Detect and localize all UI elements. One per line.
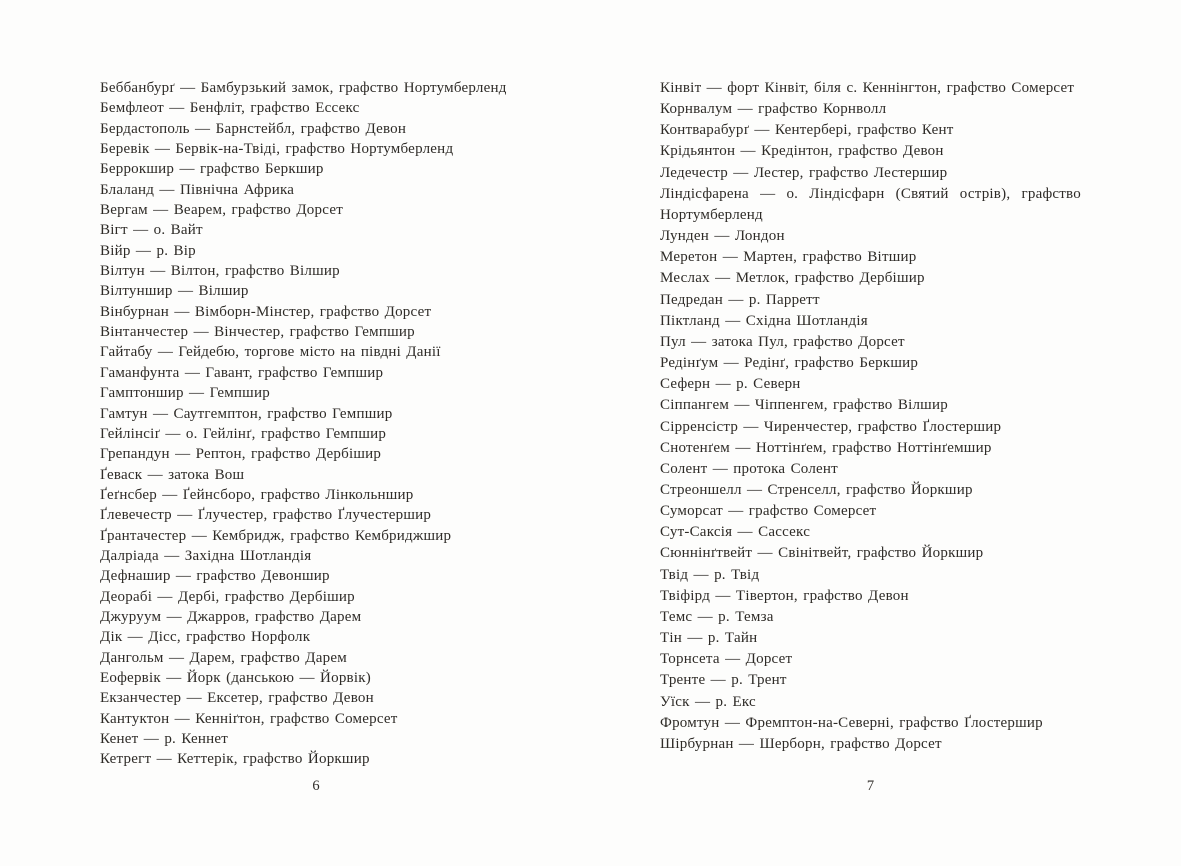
glossary-entry: Сеферн — р. Северн (660, 376, 801, 393)
glossary-entry: Корнвалум — графство Корнволл (660, 101, 887, 118)
glossary-entry: Гаманфунта — Гавант, графство Гемпшир (100, 364, 384, 381)
glossary-entry: Дік — Дісс, графство Норфолк (100, 629, 311, 646)
glossary-entry: Далріада — Західна Шотландія (100, 547, 312, 564)
glossary-entry: Беббанбурґ — Бамбурзький замок, графство Нортумберленд (100, 80, 507, 96)
glossary-entry: Солент — протока Солент (660, 460, 838, 477)
glossary-entry: Крідьянтон — Кредінтон, графство Девон (660, 143, 944, 160)
glossary-entry: Фромтун — Фремптон-на-Северні, графство Ґлостершир (660, 714, 1043, 731)
glossary-entry: Шірбурнан — Шерборн, графство Дорсет (660, 735, 942, 752)
glossary-entry: Вінтанчестер — Вінчестер, графство Гемпшир (100, 324, 415, 341)
glossary-entry: Грепандун — Рептон, графство Дербішир (100, 446, 382, 463)
glossary-entry: Тренте — р. Трент (660, 672, 787, 689)
glossary-entry: Екзанчестер — Ексетер, графство Девон (100, 690, 374, 707)
page-number: 6 (312, 778, 320, 794)
glossary-entry: Кінвіт — форт Кінвіт, біля с. Кеннінгтон, графство Сомерсет (660, 80, 1075, 96)
glossary-entry: Беррокшир — графство Беркшир (100, 161, 324, 178)
glossary-entry: Ґлевечестр — Ґлучестер, графство Ґлучестершир (100, 507, 432, 524)
glossary-entry: Кетрегт — Кеттерік, графство Йоркшир (100, 751, 370, 768)
glossary-entry: Сут-Саксія — Сассекс (660, 524, 811, 541)
glossary-entry: Еофервік — Йорк (данською — Йорвік) (100, 669, 371, 686)
glossary-list (660, 78, 1081, 755)
glossary-entry: Темс — р. Темза (660, 608, 774, 625)
glossary-entry: Бердастополь — Барнстейбл, графство Девон (100, 120, 407, 137)
glossary-entry: Сюннінґтвейт — Свінітвейт, графство Йоркшир (660, 545, 984, 562)
glossary-entry: Уїск — р. Екс (660, 693, 756, 710)
glossary-entry: Гамптоншир — Гемпшир (100, 385, 270, 402)
glossary-entry: Твід — р. Твід (660, 566, 760, 583)
glossary-entry: Ґрантачестер — Кембридж, графство Кембриджшир (100, 527, 452, 544)
glossary-entry: Вінбурнан — Вімборн-Мінстер, графство Дорсет (100, 303, 432, 320)
glossary-entry: Вілтуншир — Вілшир (100, 283, 249, 300)
glossary-entry: Ґеваск — затока Вош (100, 466, 245, 483)
glossary-entry: Пул — затока Пул, графство Дорсет (660, 333, 905, 350)
glossary-entry: Меретон — Мартен, графство Вітшир (660, 249, 917, 266)
glossary-entry: Піктланд — Східна Шотландія (660, 312, 868, 329)
glossary-entry: Снотенґем — Ноттінґем, графство Ноттінґемшир (660, 439, 992, 456)
glossary-entry: Беревік — Бервік-на-Твіді, графство Нортумберленд (100, 141, 454, 158)
page-left (100, 78, 532, 794)
page-right (660, 78, 1081, 794)
glossary-entry: Ґеґнсбер — Ґейнсборо, графство Лінкольншир (100, 486, 414, 503)
glossary-entry: Педредан — р. Парретт (660, 291, 820, 308)
glossary-entry: Кенет — р. Кеннет (100, 731, 229, 747)
glossary-entry: Суморсат — графство Сомерсет (660, 503, 877, 520)
glossary-entry: Вергам — Веарем, графство Дорсет (100, 202, 343, 219)
glossary-entry: Сірренсістр — Чиренчестер, графство Ґлостершир (660, 418, 1002, 435)
glossary-entry: Джуруум — Джарров, графство Дарем (100, 608, 362, 625)
glossary-entry: Меслах — Метлок, графство Дербішир (660, 270, 925, 287)
glossary-entry: Тін — р. Тайн (660, 630, 758, 647)
glossary-entry: Редінґум — Редінґ, графство Беркшир (660, 355, 919, 372)
glossary-entry: Ліндісфарена — о. Ліндісфарн (Святий острів), графство Нортумберленд (660, 185, 1081, 223)
glossary-entry: Гайтабу — Гейдебю, торгове місто на півдні Данії (100, 344, 441, 361)
glossary-entry: Сіппангем — Чіппенгем, графство Вілшир (660, 397, 948, 414)
glossary-entry: Стреоншелл — Стренселл, графство Йоркшир (660, 481, 973, 498)
glossary-entry: Лунден — Лондон (660, 228, 785, 245)
glossary-entry: Деорабі — Дербі, графство Дербішир (100, 588, 355, 605)
glossary-entry: Вілтун — Вілтон, графство Вілшир (100, 263, 340, 280)
glossary-entry: Торнсета — Дорсет (660, 651, 793, 668)
glossary-entry: Кантуктон — Кенніґтон, графство Сомерсет (100, 710, 398, 727)
glossary-entry: Контварабурґ — Кентербері, графство Кент (660, 122, 954, 139)
glossary-entry: Твіфірд — Тівертон, графство Девон (660, 587, 909, 604)
glossary-entry: Дефнашир — графство Девоншир (100, 568, 330, 585)
page-number: 7 (866, 778, 875, 794)
glossary-entry: Дангольм — Дарем, графство Дарем (100, 649, 347, 666)
glossary-entry: Гамтун — Саутгемптон, графство Гемпшир (100, 405, 393, 422)
glossary-entry: Гейлінсіґ — о. Гейлінґ, графство Гемпшир (100, 425, 387, 442)
glossary-entry: Бемфлеот — Бенфліт, графство Ессекс (100, 100, 360, 117)
glossary-list (100, 78, 532, 770)
glossary-entry: Ледечестр — Лестер, графство Лестершир (660, 164, 948, 181)
glossary-entry: Вігт — о. Вайт (100, 222, 203, 239)
glossary-entry: Блаланд — Північна Африка (100, 181, 295, 198)
glossary-entry: Війр — р. Вір (100, 242, 196, 259)
